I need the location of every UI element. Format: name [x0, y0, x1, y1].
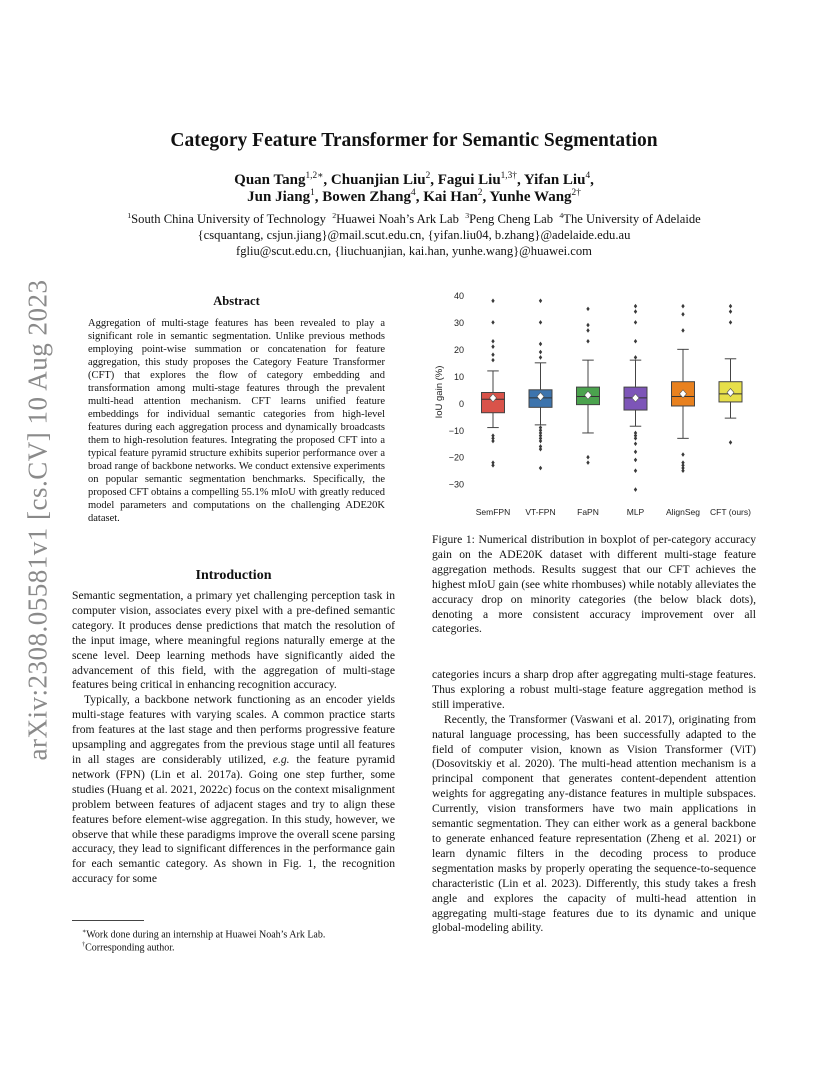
- author: Fagui Liu: [437, 172, 501, 188]
- paper-title: Category Feature Transformer for Semantic Segmentation: [170, 130, 658, 151]
- left-column-body: [72, 589, 395, 887]
- affiliation: South China University of Technology: [131, 212, 326, 227]
- x-tick-label: SemFPN: [475, 507, 511, 517]
- text-run: the feature pyramid network (FPN) (Lin et al. 2017a). Going one step further, some studies (Huang et al. 2021, 2022c) focus on the context misalignment problem between features of adjacent stages and try to align these features before element-wise aggregation. In this study, however, we observe that while these paradigms improve the overall scene parsing accuracy, they lead to significant differences in the performance gain for each semantic category. As shown in Fig. 1, the recognition accuracy for some: [72, 752, 395, 886]
- footnote-mark: ∗: [82, 928, 87, 935]
- footnote-text: Corresponding author.: [85, 942, 175, 954]
- author-sup: 2: [477, 188, 483, 198]
- author-sup: 1,2∗: [305, 171, 324, 181]
- figure-caption: Figure 1: Numerical distribution in boxplot of per-category accuracy gain on the ADE20K dataset with different multi-stage feature aggregation methods. Results suggest that our CFT achieves the highest mIoU gain (see white rhombuses) while notably alleviates the accuracy drop on minority categories (the below black dots), denoting a more consistent accuracy improvement over all categories.: [432, 533, 756, 636]
- affiliations: [0, 211, 828, 227]
- footnote-rule: [72, 920, 144, 921]
- y-tick-label: −20: [448, 452, 464, 463]
- author-sup: 4: [585, 171, 591, 181]
- y-tick-label: 40: [453, 290, 464, 301]
- introduction-heading: Introduction: [195, 568, 272, 583]
- emails-line-2: fgliu@scut.edu.cn, {liuchuanjian, kai.han, yunhe.wang}@huawei.com: [236, 244, 592, 258]
- emails-line-1: {csquantang, csjun.jiang}@mail.scut.edu.cn, {yifan.liu04, b.zhang}@adelaide.edu.au: [197, 228, 631, 242]
- abstract-heading: Abstract: [213, 294, 260, 308]
- author: Chuanjian Liu: [330, 172, 426, 188]
- figure-1-boxplot: [428, 288, 763, 523]
- author: Quan Tang: [234, 172, 306, 188]
- x-tick-label: AlignSeg: [665, 507, 701, 517]
- right-paragraph-2: Recently, the Transformer (Vaswani et al. 2017), originating from natural language processing, has been successfully adapted to the field of computer vision, known as Vision Transformer (ViT) (Dosovitskiy et al. 2020). The multi-head attention mechanism is a principal component that generates content-dependent attention weights for aggregating any-distance features in multiple subspaces. Currently, vision transformers have two main applications in semantic segmentation. They can either work as a general backbone to generate enhanced feature representation (Zheng et al. 2021) or learn dynamic filters in the decoding process to produce segmentation masks by properly operating the sequence-to-sequence characteristic (Lin et al. 2023). Differently, this study takes a fresh angle and explores the capacity of multi-head attention in aggregating multi-stage features due to its dynamic and unique global-modeling ability.: [432, 712, 756, 935]
- author-sup: 2†: [571, 188, 581, 198]
- author-sup: 2: [425, 171, 431, 181]
- author: Yunhe Wang: [489, 189, 572, 205]
- right-paragraph-1: categories incurs a sharp drop after aggregating multi-stage features. Thus exploring a robust multi-stage feature aggregation method is still imperative.: [432, 668, 756, 711]
- author-sup: 1: [310, 188, 315, 198]
- footnote-mark: †: [82, 941, 86, 948]
- affiliation: Peng Cheng Lab: [469, 212, 554, 227]
- x-tick-label: FaPN: [577, 507, 599, 517]
- author-sup: 1,3†: [500, 171, 517, 181]
- text-run: Typically, a backbone network functioning as an encoder yields multi-stage features with varying scales. A common practice starts from features at the last stage and then performs progressive feature upsampling and aggregates from the previous stage until all features in all stages are considerably utilized,: [72, 693, 395, 766]
- plot-area: [474, 290, 759, 495]
- author-line-2: Jun Jiang$^1$, Bowen Zhang$^4$, Kai Han$^2$, Yunhe Wang$^{2\dagger}$: [247, 188, 581, 205]
- y-tick-label: 10: [453, 371, 464, 382]
- affiliation: The University of Adelaide: [563, 212, 701, 227]
- y-tick-label: 20: [453, 344, 464, 355]
- author: Kai Han: [423, 189, 478, 205]
- affiliation: Huawei Noah’s Ark Lab: [336, 212, 459, 227]
- abstract-text: Aggregation of multi-stage features has been revealed to play a significant role in semantic segmentation. Unlike previous methods employing point-wise summation or concatenation for feature aggregation, this study proposes the Category Feature Transformer (CFT) that explores the flow of category embedding and transformation among multi-stage features through the prevalent multi-head attention mechanism. CFT learns unified feature embeddings for individual semantic categories from high-level features during each aggregation process and dynamically broadcasts them to high-resolution features. Integrating the proposed CFT into a typical feature pyramid structure exhibits superior performance over a broad range of backbone networks. We conduct extensive experiments on popular semantic segmentation benchmarks. Specifically, the proposed CFT obtains a compelling 55.1% mIoU with greatly reduced model parameters and computations on the challenging ADE20K dataset.: [88, 318, 385, 524]
- author: Jun Jiang: [247, 189, 311, 205]
- x-tick-label: VT-FPN: [525, 507, 556, 517]
- aff-sup: 1: [127, 211, 132, 220]
- aff-sup: 4: [559, 211, 564, 220]
- intro-paragraph-2: [72, 693, 395, 887]
- y-tick-label: −30: [448, 479, 464, 490]
- text-run-italic: e.g.: [272, 752, 290, 766]
- aff-sup: 2: [332, 211, 337, 220]
- y-axis: [449, 291, 464, 490]
- x-tick-label: MLP: [626, 507, 645, 517]
- arxiv-stamp: arXiv:2308.05581v1 [cs.CV] 10 Aug 2023: [22, 279, 53, 761]
- intro-paragraph-1: Semantic segmentation, a primary yet challenging perception task in computer vision, associates every pixel with a pre-defined semantic category. It produces dense predictions that match the resolution of the input image, where meaningful regions naturally emerge at the scene level. Deep learning methods have significantly aided the advancement of this field, with the aggregation of multi-stage features being critical in enhancing recognition accuracy.: [72, 589, 395, 692]
- author: Yifan Liu: [523, 172, 586, 188]
- aff-sup: 3: [465, 211, 470, 220]
- footnote-2: [72, 938, 405, 954]
- author: Bowen Zhang: [322, 189, 412, 205]
- y-tick-label: −10: [448, 425, 464, 436]
- footnote-text: Work done during an internship at Huawei Noah’s Ark Lab.: [86, 929, 326, 941]
- x-axis-labels: [476, 507, 751, 517]
- author-sup: 4: [411, 188, 416, 198]
- author-line-1: Quan Tang$^{1,2∗}$, Chuanjian Liu$^2$, Fagui Liu$^{1,3\dagger}$, Yifan Liu$^4$,: [234, 171, 594, 188]
- right-column-body: [432, 668, 756, 936]
- y-axis-label: IoU gain (%): [434, 365, 445, 419]
- x-tick-label: CFT (ours): [710, 507, 751, 517]
- y-tick-label: 30: [453, 317, 464, 328]
- y-tick-label: 0: [458, 398, 464, 409]
